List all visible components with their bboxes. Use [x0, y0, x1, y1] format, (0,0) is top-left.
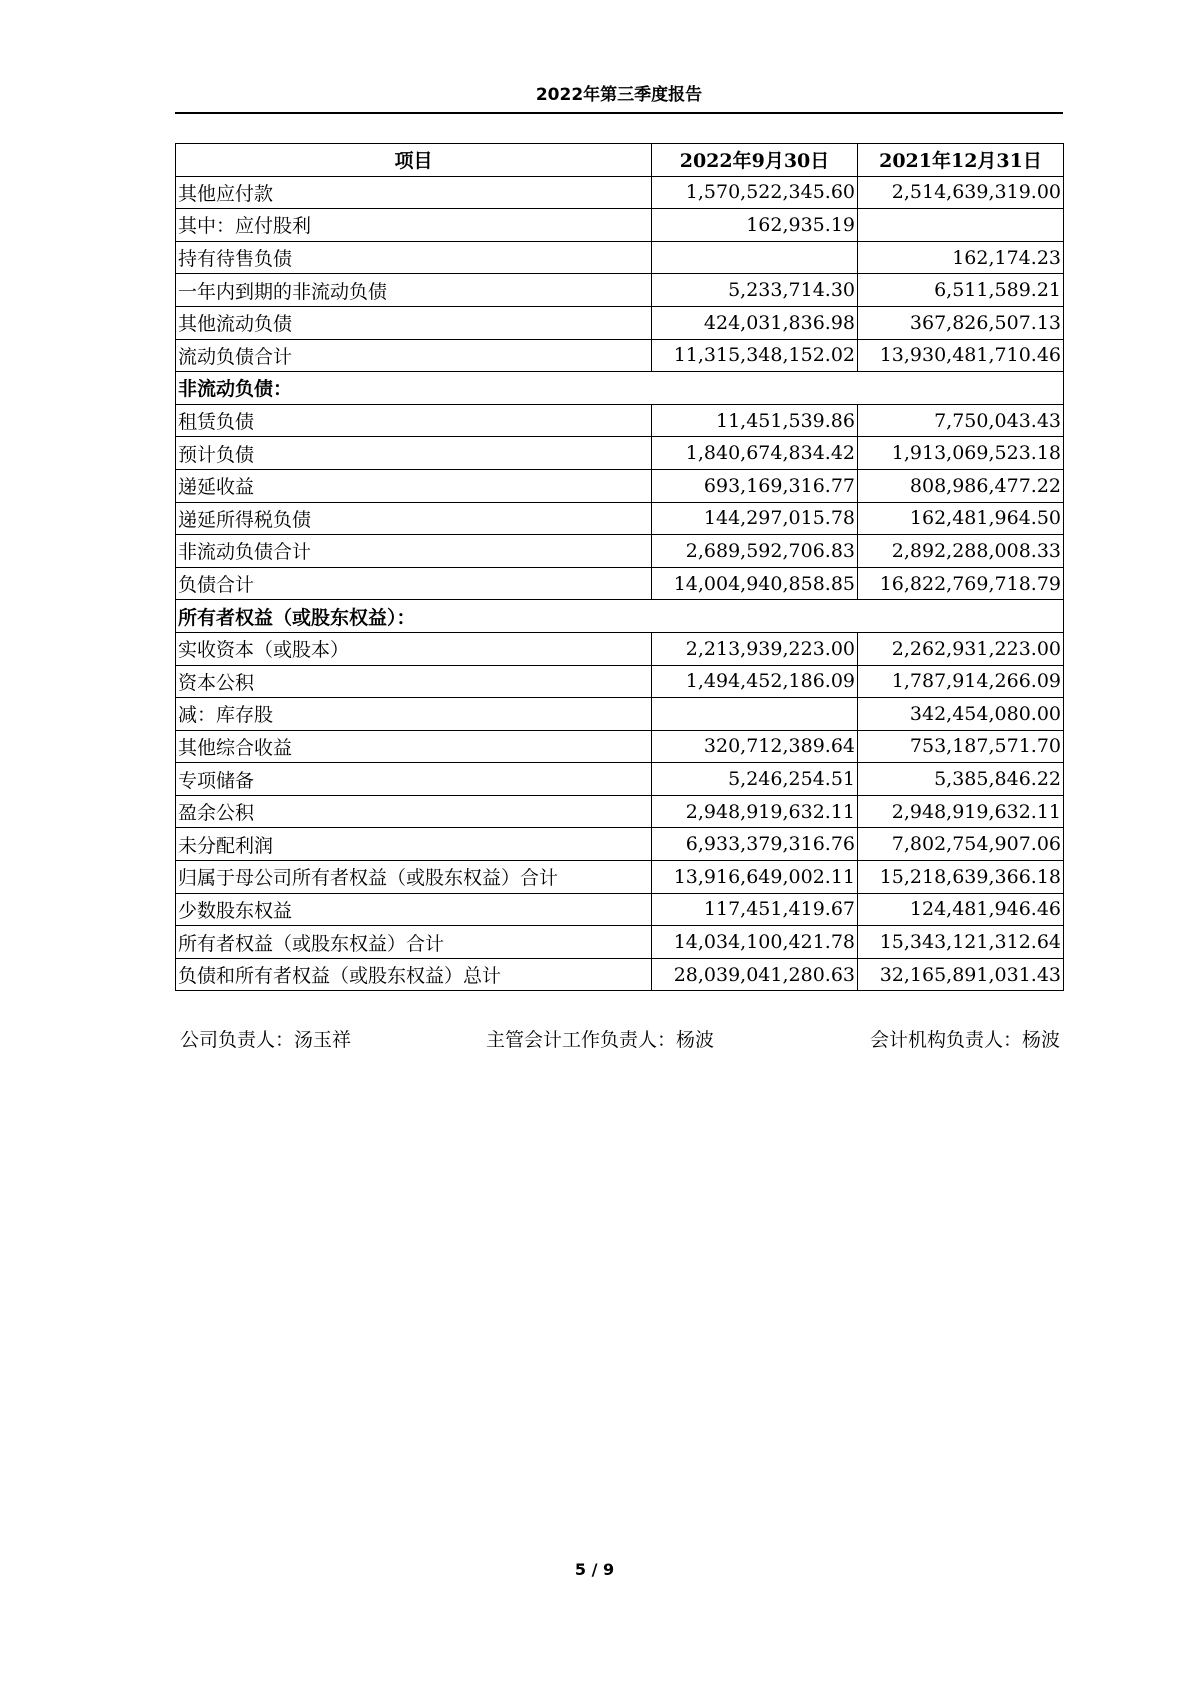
- value-2021: 2,948,919,632.11: [858, 795, 1064, 828]
- value-2021: 15,343,121,312.64: [858, 926, 1064, 959]
- value-2021: 16,822,769,718.79: [858, 567, 1064, 600]
- value-2022: 162,935.19: [652, 209, 858, 242]
- table-row: [176, 241, 1064, 274]
- table-row: [176, 176, 1064, 209]
- value-2021: 5,385,846.22: [858, 763, 1064, 796]
- section-row: [176, 600, 1064, 633]
- header-2021-12-31: 2021年12月31日: [858, 144, 1064, 177]
- table-row: [176, 795, 1064, 828]
- value-2021: 32,165,891,031.43: [858, 958, 1064, 991]
- value-2022: 144,297,015.78: [652, 502, 858, 535]
- value-2022: 693,169,316.77: [652, 469, 858, 502]
- row-label: 非流动负债合计: [176, 535, 652, 568]
- header-item: 项目: [176, 144, 652, 177]
- value-2022: 424,031,836.98: [652, 306, 858, 339]
- header-2022-09-30: 2022年9月30日: [652, 144, 858, 177]
- value-2022: 14,034,100,421.78: [652, 926, 858, 959]
- table-row: [176, 698, 1064, 731]
- value-2021: 1,913,069,523.18: [858, 437, 1064, 470]
- table-header-row: [176, 144, 1064, 177]
- table-row: [176, 502, 1064, 535]
- page-number: 5 / 9: [574, 1560, 615, 1579]
- value-2022: [652, 698, 858, 731]
- row-label: 未分配利润: [176, 828, 652, 861]
- value-2021: 7,750,043.43: [858, 404, 1064, 437]
- value-2022: 6,933,379,316.76: [652, 828, 858, 861]
- row-label: 专项储备: [176, 763, 652, 796]
- table-row: [176, 861, 1064, 894]
- row-label: 预计负债: [176, 437, 652, 470]
- row-label: 资本公积: [176, 665, 652, 698]
- value-2021: 2,892,288,008.33: [858, 535, 1064, 568]
- section-owners-equity: 所有者权益（或股东权益）：: [176, 600, 1064, 633]
- value-2022: 5,233,714.30: [652, 274, 858, 307]
- row-label: 持有待售负债: [176, 241, 652, 274]
- row-label: 其中：应付股利: [176, 209, 652, 242]
- table-row: [176, 763, 1064, 796]
- subtotal-row: [176, 926, 1064, 959]
- row-label: 盈余公积: [176, 795, 652, 828]
- table-row: [176, 274, 1064, 307]
- row-label: 其他流动负债: [176, 306, 652, 339]
- total-row: [176, 958, 1064, 991]
- section-noncurrent-liabilities: 非流动负债：: [176, 372, 1064, 405]
- row-label: 所有者权益（或股东权益）合计: [176, 926, 652, 959]
- table-row: [176, 437, 1064, 470]
- row-label: 递延收益: [176, 469, 652, 502]
- value-2021: 2,262,931,223.00: [858, 632, 1064, 665]
- row-label: 流动负债合计: [176, 339, 652, 372]
- value-2021: 753,187,571.70: [858, 730, 1064, 763]
- value-2021: 808,986,477.22: [858, 469, 1064, 502]
- value-2021: 2,514,639,319.00: [858, 176, 1064, 209]
- section-row: [176, 372, 1064, 405]
- row-label: 少数股东权益: [176, 893, 652, 926]
- table-row: [176, 469, 1064, 502]
- value-2022: 1,570,522,345.60: [652, 176, 858, 209]
- value-2022: 11,451,539.86: [652, 404, 858, 437]
- accounting-head-signature: 主管会计工作负责人：杨波: [486, 1029, 715, 1051]
- signature-line: [180, 1025, 1060, 1053]
- row-label: 实收资本（或股本）: [176, 632, 652, 665]
- value-2022: 2,689,592,706.83: [652, 535, 858, 568]
- value-2021: 7,802,754,907.06: [858, 828, 1064, 861]
- value-2022: 2,948,919,632.11: [652, 795, 858, 828]
- report-header: [175, 82, 1063, 114]
- value-2022: 117,451,419.67: [652, 893, 858, 926]
- table-row: [176, 404, 1064, 437]
- value-2021: 1,787,914,266.09: [858, 665, 1064, 698]
- value-2022: 28,039,041,280.63: [652, 958, 858, 991]
- subtotal-row: [176, 339, 1064, 372]
- row-label: 租赁负债: [176, 404, 652, 437]
- balance-sheet-table: [175, 143, 1064, 991]
- value-2021: [858, 209, 1064, 242]
- value-2021: 124,481,946.46: [858, 893, 1064, 926]
- row-label: 其他综合收益: [176, 730, 652, 763]
- table-row: [176, 828, 1064, 861]
- value-2022: 13,916,649,002.11: [652, 861, 858, 894]
- row-label: 递延所得税负债: [176, 502, 652, 535]
- value-2022: 320,712,389.64: [652, 730, 858, 763]
- value-2022: [652, 241, 858, 274]
- table-row: [176, 730, 1064, 763]
- table-row: [176, 665, 1064, 698]
- row-label: 减：库存股: [176, 698, 652, 731]
- value-2022: 1,494,452,186.09: [652, 665, 858, 698]
- row-label: 其他应付款: [176, 176, 652, 209]
- value-2022: 2,213,939,223.00: [652, 632, 858, 665]
- table-row: [176, 209, 1064, 242]
- table-row: [176, 632, 1064, 665]
- company-head-signature: 公司负责人：汤玉祥: [180, 1029, 352, 1051]
- total-row: [176, 567, 1064, 600]
- value-2021: 342,454,080.00: [858, 698, 1064, 731]
- table-row: [176, 306, 1064, 339]
- value-2021: 367,826,507.13: [858, 306, 1064, 339]
- row-label: 一年内到期的非流动负债: [176, 274, 652, 307]
- value-2022: 14,004,940,858.85: [652, 567, 858, 600]
- table-row: [176, 893, 1064, 926]
- value-2021: 13,930,481,710.46: [858, 339, 1064, 372]
- value-2021: 162,174.23: [858, 241, 1064, 274]
- value-2022: 5,246,254.51: [652, 763, 858, 796]
- value-2021: 15,218,639,366.18: [858, 861, 1064, 894]
- value-2021: 162,481,964.50: [858, 502, 1064, 535]
- value-2021: 6,511,589.21: [858, 274, 1064, 307]
- subtotal-row: [176, 535, 1064, 568]
- accounting-org-head-signature: 会计机构负责人：杨波: [869, 1029, 1060, 1051]
- report-title: 2022年第三季度报告: [535, 85, 703, 105]
- row-label: 负债合计: [176, 567, 652, 600]
- row-label: 归属于母公司所有者权益（或股东权益）合计: [176, 861, 652, 894]
- value-2022: 1,840,674,834.42: [652, 437, 858, 470]
- row-label: 负债和所有者权益（或股东权益）总计: [176, 958, 652, 991]
- value-2022: 11,315,348,152.02: [652, 339, 858, 372]
